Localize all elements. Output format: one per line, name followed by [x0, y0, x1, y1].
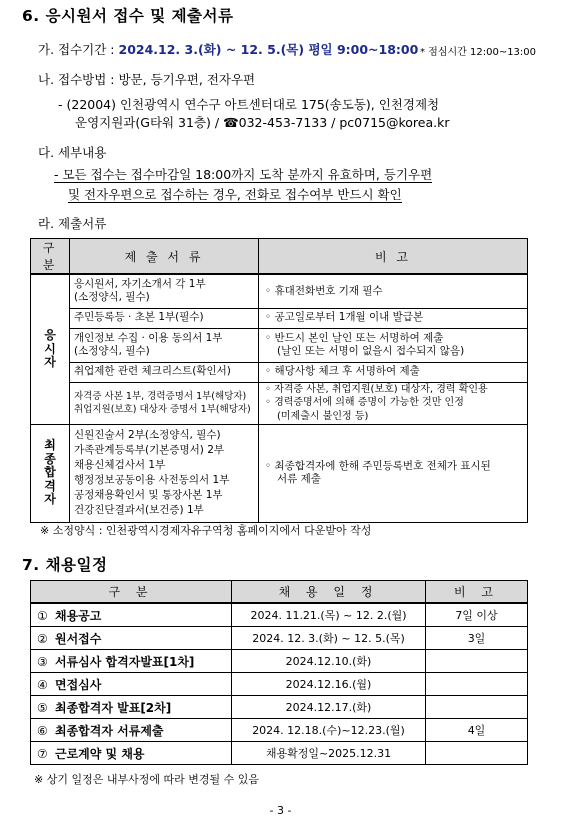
group-char: 합 — [44, 465, 56, 480]
docs-title: 라. 제출서류 — [38, 216, 107, 231]
note-text: ◦ 공고일로부터 1개월 이내 발급본 — [265, 311, 424, 324]
group-char: 자 — [44, 355, 56, 369]
doc-text: 자격증 사본 1부, 경력증명서 1부(해당자) — [74, 390, 247, 402]
table-row — [31, 650, 528, 673]
table-row — [31, 424, 528, 522]
table-row — [31, 328, 528, 362]
group-char: 시 — [44, 341, 56, 356]
table-row — [31, 603, 528, 627]
doc-text: 가족관계등록부(기본증명서) 2부 — [74, 444, 225, 456]
date-cell: 2024. 12. 3.(화) ~ 12. 5.(목) — [232, 627, 426, 650]
doc-text: 주민등록등 · 초본 1부(필수) — [74, 311, 204, 324]
note-text: ◦ 해당사항 체크 후 서명하여 제출 — [265, 365, 420, 378]
note-text: ◦ 최종합격자에 한해 주민등록번호 전체가 표시된 — [265, 459, 491, 472]
note-text: (미제출시 불인정 등) — [277, 410, 369, 422]
stage-text: 최종합격자 서류제출 — [55, 723, 164, 738]
doc-text: 취업제한 관련 체크리스트(확인서) — [74, 365, 231, 378]
address-line-1: - (22004) 인천광역시 연수구 아트센터대로 175(송도동), 인천경제청 — [58, 97, 440, 112]
date-cell: 2024.12.10.(화) — [232, 650, 426, 673]
page-number: - 3 - — [269, 804, 292, 817]
address-line-2: 운영지원과(G타워 31층) / ☎032-453-7133 / pc0715@korea.kr — [75, 115, 450, 130]
step-number: ⑤ — [37, 700, 48, 715]
doc-text: 채용신체검사서 1부 — [74, 459, 166, 471]
note-cell — [259, 308, 528, 328]
docs-header-category: 구 분 — [31, 239, 70, 275]
doc-text: (소정양식, 필수) — [74, 291, 150, 304]
stage-cell — [31, 696, 232, 719]
stage-text: 면접심사 — [55, 677, 102, 692]
table-row — [31, 742, 528, 765]
note-cell — [259, 274, 528, 308]
note-text: (날인 또는 서명이 없을시 접수되지 않음) — [277, 345, 465, 357]
final-doc-cell — [70, 424, 259, 522]
stage-text: 채용공고 — [55, 608, 102, 623]
section6-title: 6. 응시원서 접수 및 제출서류 — [22, 7, 234, 25]
sched-header-stage: 구 분 — [31, 581, 232, 604]
note-text: ◦ 반드시 본인 날인 또는 서명하여 제출 — [265, 331, 444, 344]
step-number: ⑦ — [37, 746, 48, 761]
note-cell — [426, 742, 528, 765]
period-line — [38, 40, 418, 58]
table-row — [31, 382, 528, 424]
table-row — [31, 274, 528, 308]
method-line: 나. 접수방법 : 방문, 등기우편, 전자우편 — [38, 72, 256, 87]
note-cell — [426, 696, 528, 719]
group-char: 종 — [44, 451, 56, 466]
table-row — [31, 362, 528, 382]
stage-text: 최종합격자 발표[2차] — [55, 700, 172, 715]
step-number: ③ — [37, 654, 48, 669]
doc-cell — [70, 362, 259, 382]
lunch-note: * 점심시간 12:00~13:00 — [420, 47, 537, 58]
note-cell: 7일 이상 — [426, 603, 528, 627]
final-note-cell — [259, 424, 528, 522]
documents-table — [30, 238, 528, 523]
schedule-table — [30, 580, 528, 765]
note-text: ◦ 자격증 사본, 취업지원(보호) 대상자, 경력 확인용 — [265, 383, 488, 395]
details-title: 다. 세부내용 — [38, 145, 107, 160]
step-number: ⑥ — [37, 723, 48, 738]
table-row — [31, 673, 528, 696]
group-char: 격 — [44, 478, 56, 493]
note-cell: 3일 — [426, 627, 528, 650]
doc-cell — [70, 328, 259, 362]
date-cell: 2024. 12.18.(수)~12.23.(월) — [232, 719, 426, 742]
sched-header-note: 비 고 — [426, 581, 528, 604]
period-value: 2024.12. 3.(화) ~ 12. 5.(목) 평일 9:00~18:00 — [118, 42, 419, 57]
date-cell: 채용확정일~2025.12.31 — [232, 742, 426, 765]
stage-text: 원서접수 — [55, 631, 102, 646]
note-text: ◦ 경력증명서에 의해 증명이 가능한 것만 인정 — [265, 397, 464, 409]
details-line-2-text: 및 전자우편으로 접수하는 경우, 전화로 접수여부 반드시 확인 — [68, 187, 402, 202]
note-text: 서류 제출 — [277, 473, 321, 485]
table-row — [31, 696, 528, 719]
docs-footnote: ※ 소정양식 : 인천광역시경제자유구역청 홈페이지에서 다운받아 작성 — [40, 524, 372, 537]
note-cell — [259, 362, 528, 382]
table-row — [31, 719, 528, 742]
stage-cell — [31, 673, 232, 696]
stage-cell — [31, 742, 232, 765]
doc-cell — [70, 382, 259, 424]
doc-text: (소정양식, 필수) — [74, 345, 150, 357]
group-finalist — [31, 424, 70, 522]
stage-cell — [31, 603, 232, 627]
stage-cell — [31, 719, 232, 742]
step-number: ④ — [37, 677, 48, 692]
date-cell: 2024.12.17.(화) — [232, 696, 426, 719]
note-cell — [426, 650, 528, 673]
doc-text: 응시원서, 자기소개서 각 1부 — [74, 277, 206, 290]
group-applicant — [31, 274, 70, 424]
stage-cell — [31, 627, 232, 650]
stage-cell — [31, 650, 232, 673]
table-row — [31, 308, 528, 328]
note-text: ◦ 휴대전화번호 기재 필수 — [265, 284, 383, 297]
section7-title: 7. 채용일정 — [22, 556, 108, 574]
step-number: ② — [37, 631, 48, 646]
docs-header-row — [31, 239, 528, 275]
group-char: 최 — [44, 438, 56, 453]
stage-text: 서류심사 합격자발표[1차] — [55, 654, 195, 669]
note-cell: 4일 — [426, 719, 528, 742]
details-line-1 — [54, 165, 432, 183]
doc-text: 행정정보공동이용 사전동의서 1부 — [74, 474, 230, 486]
details-line-1-text: - 모든 접수는 접수마감일 18:00까지 도착 분까지 유효하며, 등기우편 — [54, 167, 433, 182]
group-char: 자 — [44, 492, 56, 507]
group-char: 응 — [44, 328, 56, 342]
doc-text: 건강진단결과서(보건증) 1부 — [74, 504, 204, 516]
doc-text: 개인정보 수집 · 이용 동의서 1부 — [74, 331, 223, 344]
sched-header-row — [31, 581, 528, 604]
date-cell: 2024. 11.21.(목) ~ 12. 2.(월) — [232, 603, 426, 627]
note-cell — [426, 673, 528, 696]
doc-text: 신원진술서 2부(소정양식, 필수) — [74, 429, 221, 441]
docs-header-remarks: 비 고 — [259, 239, 528, 275]
period-label: 가. 접수기간 : — [38, 42, 115, 57]
doc-cell — [70, 274, 259, 308]
stage-text: 근로계약 및 채용 — [55, 746, 145, 761]
docs-header-documents: 제 출 서 류 — [70, 239, 259, 275]
details-line-2 — [68, 185, 402, 203]
schedule-footnote: ※ 상기 일정은 내부사정에 따라 변경될 수 있음 — [34, 773, 259, 786]
note-cell — [259, 382, 528, 424]
table-row — [31, 627, 528, 650]
doc-text: 취업지원(보호) 대상자 증명서 1부(해당자) — [74, 404, 251, 415]
sched-header-date: 채 용 일 정 — [232, 581, 426, 604]
doc-text: 공정채용확인서 및 통장사본 1부 — [74, 489, 223, 501]
date-cell: 2024.12.16.(월) — [232, 673, 426, 696]
step-number: ① — [37, 608, 48, 623]
doc-cell — [70, 308, 259, 328]
note-cell — [259, 328, 528, 362]
